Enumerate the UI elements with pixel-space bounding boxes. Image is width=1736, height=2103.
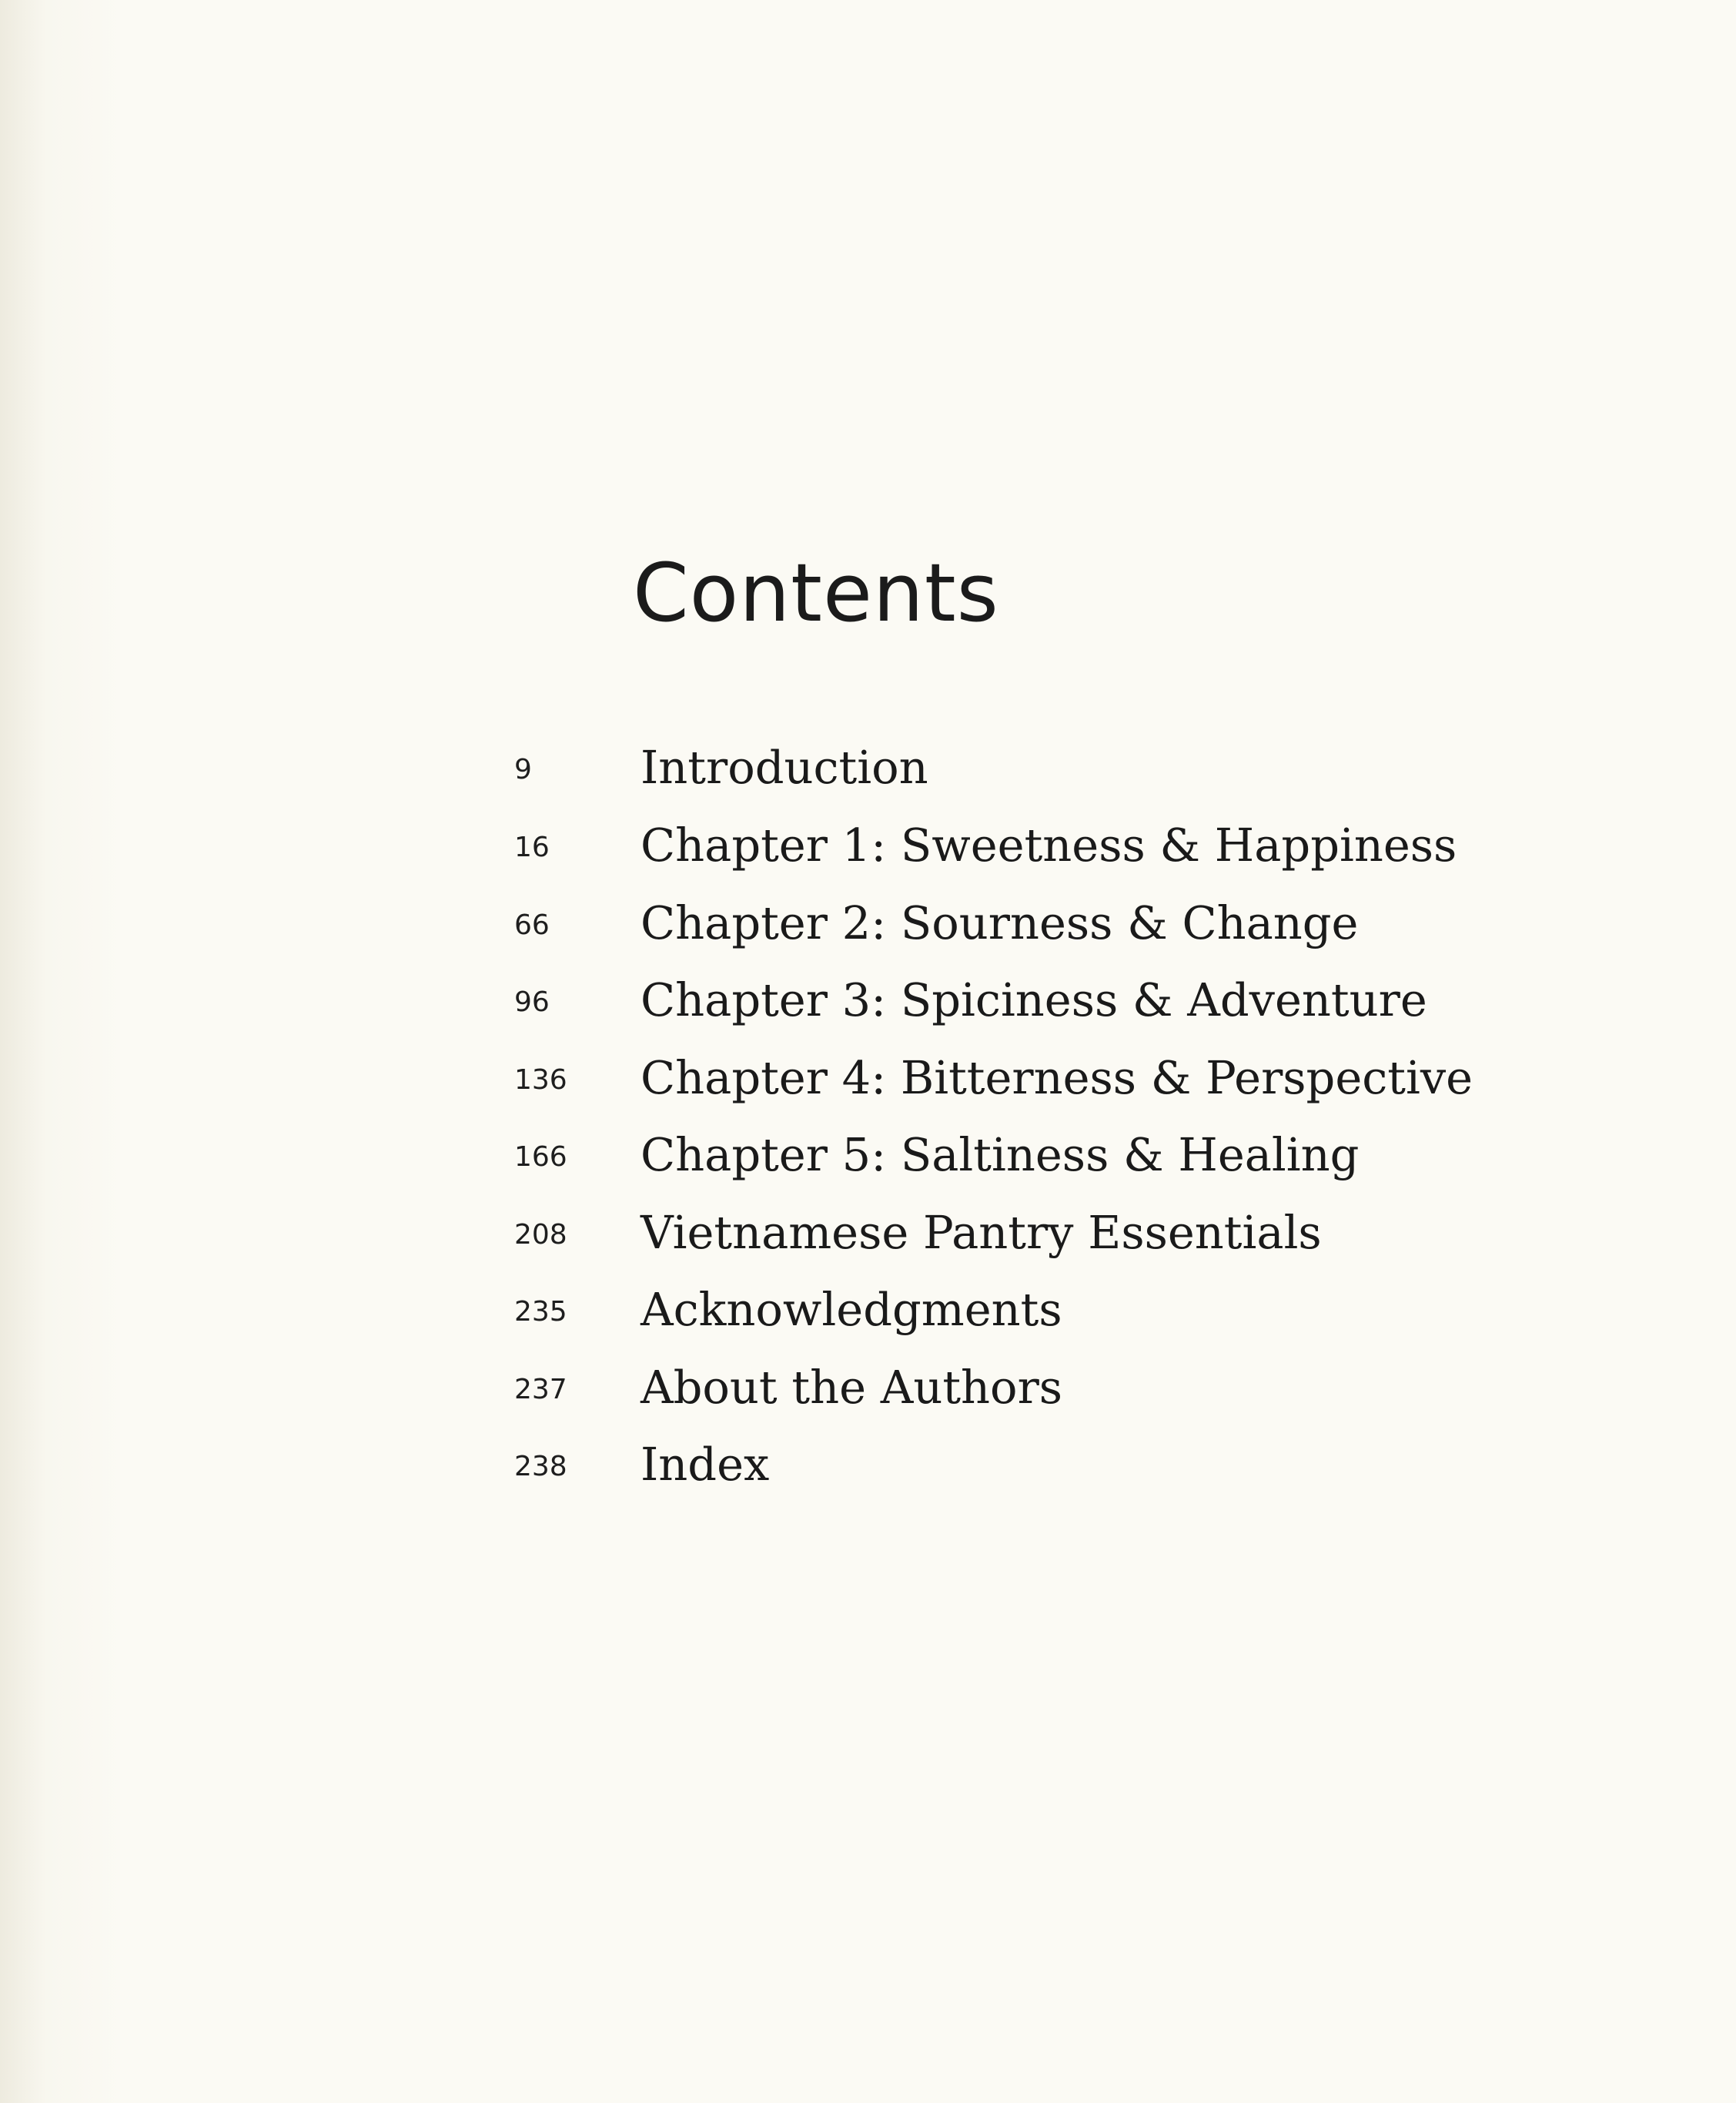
toc-entry-title: Acknowledgments [641,1283,1062,1336]
toc-entry-index [0,1424,1736,1501]
toc-entry-title: About the Authors [641,1361,1063,1414]
toc-page-number: 235 [514,1296,567,1328]
toc-page-number: 136 [514,1064,567,1096]
toc-page-number: 237 [514,1374,567,1405]
toc-entry-chapter-5 [0,1114,1736,1191]
toc-page-number: 238 [514,1451,567,1482]
toc-entry-chapter-1 [0,805,1736,882]
toc-page-number: 9 [514,754,532,785]
toc-entry-title: Index [641,1438,770,1491]
toc-entry-acknowledgments [0,1269,1736,1346]
toc-entry-chapter-2 [0,882,1736,959]
toc-entry-about-the-authors [0,1347,1736,1424]
toc-page-number: 166 [514,1141,567,1173]
page-title: Contents [633,546,999,640]
toc-entry-pantry-essentials [0,1192,1736,1269]
toc-page-number: 66 [514,909,550,941]
toc-entry-title: Chapter 2: Sourness & Change [641,896,1359,949]
toc-entry-chapter-3 [0,959,1736,1036]
toc-entry-title: Chapter 1: Sweetness & Happiness [641,819,1457,872]
toc-entry-title: Chapter 5: Saltiness & Healing [641,1128,1360,1181]
toc-page-number: 96 [514,986,550,1018]
toc-entry-title: Vietnamese Pantry Essentials [641,1206,1322,1259]
toc-page-number: 208 [514,1219,567,1251]
toc-entry-introduction [0,727,1736,804]
toc-entry-title: Chapter 3: Spiciness & Adventure [641,973,1427,1026]
toc-page-number: 16 [514,832,550,863]
toc-entry-chapter-4 [0,1037,1736,1114]
toc-entry-title: Chapter 4: Bitterness & Perspective [641,1051,1473,1104]
toc-entry-title: Introduction [641,741,928,794]
